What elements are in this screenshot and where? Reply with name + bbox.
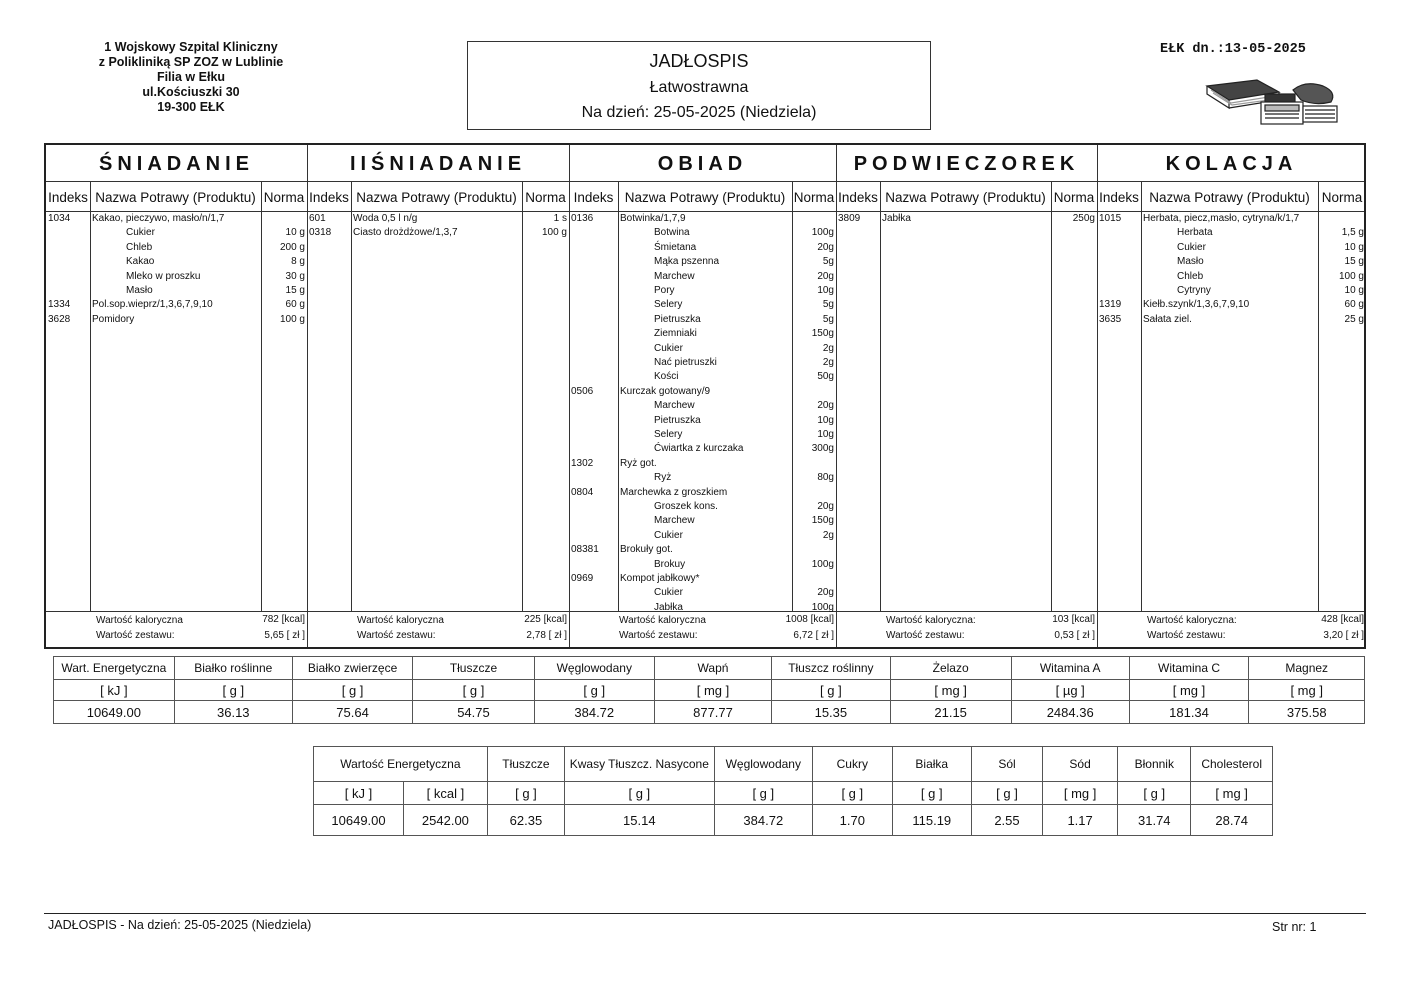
row-name: Pietruszka bbox=[654, 313, 701, 325]
row-index: 08381 bbox=[571, 544, 599, 556]
row-name: Cukier bbox=[654, 342, 683, 354]
row-index: 3628 bbox=[48, 313, 71, 325]
row-index: 3809 bbox=[838, 213, 861, 224]
norm-header: Norma bbox=[263, 190, 305, 205]
unit-cell: [ mg ] bbox=[1042, 782, 1117, 805]
value-cell: 115.19 bbox=[892, 805, 971, 836]
row-name: Brokuy bbox=[654, 558, 686, 570]
row-norm: 10g bbox=[817, 414, 834, 426]
row-name: Mleko w proszku bbox=[126, 270, 201, 282]
nutrient-header: Cholesterol bbox=[1191, 747, 1273, 782]
row-index: 0506 bbox=[571, 385, 594, 397]
row-name: Marchew bbox=[654, 400, 695, 412]
row-norm: 20g bbox=[817, 241, 834, 253]
row-norm: 100 g bbox=[279, 313, 305, 325]
row-name: Nać pietruszki bbox=[654, 357, 717, 368]
cost-label: Wartość zestawu: bbox=[96, 630, 175, 641]
index-header: Indeks bbox=[1099, 190, 1139, 205]
row-norm: 60 g bbox=[285, 299, 305, 311]
unit-cell: [ mg ] bbox=[1129, 680, 1249, 701]
row-norm: 10g bbox=[817, 429, 834, 440]
value-cell: 877.77 bbox=[654, 701, 771, 724]
unit-cell: [ g ] bbox=[534, 680, 654, 701]
row-name: Marchew bbox=[654, 270, 695, 282]
row-name: Pory bbox=[654, 285, 675, 296]
row-name: Kakao, pieczywo, masło/n/1,7 bbox=[92, 213, 225, 224]
nutrient-header: Żelazo bbox=[890, 657, 1011, 680]
nutrient-header: Witamina A bbox=[1011, 657, 1129, 680]
norm-header: Norma bbox=[793, 190, 835, 205]
row-name: Sałata ziel. bbox=[1143, 313, 1192, 325]
row-norm: 10 g bbox=[285, 227, 305, 239]
kcal-label: Wartość kaloryczna bbox=[357, 615, 444, 626]
meal-title: KOLACJA bbox=[1165, 153, 1298, 175]
row-norm: 10g bbox=[817, 285, 834, 296]
divider bbox=[569, 145, 570, 647]
row-norm: 20g bbox=[817, 587, 834, 599]
row-name: Jabłka bbox=[882, 213, 911, 224]
nutrition-table-2 bbox=[313, 746, 1273, 836]
row-name: Cukier bbox=[654, 529, 683, 541]
value-cell: 1.70 bbox=[813, 805, 892, 836]
nutrient-header: Kwasy Tłuszcz. Nasycone bbox=[565, 747, 714, 782]
nutrient-header: Sól bbox=[972, 747, 1043, 782]
row-name: Ryż got. bbox=[620, 457, 657, 469]
value-cell: 75.64 bbox=[292, 701, 412, 724]
value-cell: 36.13 bbox=[174, 701, 292, 724]
nutrient-header: Wart. Energetyczna bbox=[54, 657, 175, 680]
row-norm: 250g bbox=[1072, 213, 1095, 224]
hospital-line: z Polikliniką SP ZOZ w Lublinie bbox=[98, 55, 284, 69]
document-title: JADŁOSPIS bbox=[649, 51, 749, 71]
divider bbox=[880, 181, 881, 611]
nutrition-row bbox=[314, 782, 1273, 805]
row-index: 3635 bbox=[1099, 313, 1122, 325]
row-name: Marchew bbox=[654, 515, 695, 527]
unit-cell: [ µg ] bbox=[1011, 680, 1129, 701]
row-index: 0318 bbox=[309, 227, 332, 239]
unit-cell: [ g ] bbox=[972, 782, 1043, 805]
cost-value: 3,20 [ zł ] bbox=[1323, 630, 1364, 641]
value-cell: 21.15 bbox=[890, 701, 1011, 724]
norm-header: Norma bbox=[525, 190, 566, 205]
row-name: Cytryny bbox=[1177, 285, 1211, 296]
hospital-line: 19-300 EŁK bbox=[157, 100, 225, 114]
value-cell: 2484.36 bbox=[1011, 701, 1129, 724]
nutrition-table-1 bbox=[53, 656, 1365, 724]
row-index: 601 bbox=[309, 213, 326, 224]
row-name: Kości bbox=[654, 371, 679, 383]
page-number: Str nr: 1 bbox=[1272, 920, 1317, 934]
row-norm: 20g bbox=[817, 501, 834, 512]
norm-header: Norma bbox=[1321, 190, 1363, 205]
value-cell: 2.55 bbox=[972, 805, 1043, 836]
kcal-value: 225 [kcal] bbox=[524, 614, 567, 625]
nutrient-header: Sód bbox=[1042, 747, 1117, 782]
cost-value: 6,72 [ zł ] bbox=[793, 630, 834, 641]
value-cell: 28.74 bbox=[1191, 805, 1273, 836]
row-index: 1034 bbox=[48, 213, 71, 224]
row-norm: 100 g bbox=[541, 227, 567, 239]
unit-cell: [ g ] bbox=[714, 782, 813, 805]
unit-cell: [ g ] bbox=[772, 680, 890, 701]
index-header: Indeks bbox=[309, 190, 349, 205]
name-header: Nazwa Potrawy (Produktu) bbox=[95, 190, 256, 205]
nutrient-header: Białko roślinne bbox=[174, 657, 292, 680]
row-norm: 10 g bbox=[1344, 285, 1364, 296]
cost-value: 5,65 [ zł ] bbox=[264, 630, 305, 641]
nutrient-header: Wapń bbox=[654, 657, 771, 680]
unit-cell: [ kJ ] bbox=[314, 782, 404, 805]
row-norm: 2g bbox=[822, 342, 834, 354]
cost-label: Wartość zestawu: bbox=[619, 630, 698, 641]
row-norm: 25 g bbox=[1344, 313, 1364, 325]
book-and-computer-icon bbox=[1205, 72, 1345, 128]
unit-cell: [ kJ ] bbox=[54, 680, 175, 701]
row-name: Ryż bbox=[654, 472, 672, 484]
value-cell: 15.35 bbox=[772, 701, 890, 724]
index-header: Indeks bbox=[838, 190, 878, 205]
unit-cell: [ mg ] bbox=[890, 680, 1011, 701]
nutrient-header: Wartość Energetyczna bbox=[314, 747, 488, 782]
menu-table bbox=[44, 143, 1366, 649]
row-norm: 50g bbox=[817, 371, 834, 383]
divider bbox=[46, 611, 1364, 612]
value-cell: 375.58 bbox=[1249, 701, 1365, 724]
row-norm: 100 g bbox=[1338, 270, 1364, 282]
row-name: Pomidory bbox=[92, 313, 135, 325]
row-name: Marchewka z groszkiem bbox=[620, 486, 728, 498]
meal-title: IIŚNIADANIE bbox=[349, 153, 527, 175]
row-name: Selery bbox=[654, 429, 683, 440]
kcal-label: Wartość kaloryczna bbox=[619, 615, 706, 626]
row-norm: 80g bbox=[817, 472, 834, 484]
unit-cell: [ g ] bbox=[813, 782, 892, 805]
meal-title: OBIAD bbox=[657, 153, 748, 175]
nutrition-row bbox=[54, 701, 1365, 724]
row-name: Masło bbox=[1177, 256, 1204, 268]
footer-title: JADŁOSPIS - Na dzień: 25-05-2025 (Niedziela) bbox=[48, 918, 312, 932]
print-date: EŁK dn.:13-05-2025 bbox=[1160, 42, 1306, 57]
row-norm: 100g bbox=[811, 227, 834, 239]
row-norm: 15 g bbox=[285, 285, 305, 296]
kcal-value: 1008 [kcal] bbox=[785, 614, 834, 625]
value-cell: 1.17 bbox=[1042, 805, 1117, 836]
row-name: Kompot jabłkowy* bbox=[620, 573, 700, 584]
value-cell: 181.34 bbox=[1129, 701, 1249, 724]
row-norm: 5g bbox=[822, 299, 834, 311]
row-name: Woda 0,5 l n/g bbox=[353, 213, 418, 224]
divider bbox=[1051, 181, 1052, 611]
unit-cell: [ g ] bbox=[174, 680, 292, 701]
row-norm: 5g bbox=[822, 256, 834, 268]
kcal-value: 782 [kcal] bbox=[262, 614, 305, 625]
divider bbox=[836, 145, 837, 647]
unit-cell: [ mg ] bbox=[1249, 680, 1365, 701]
row-norm: 8 g bbox=[291, 256, 305, 268]
row-index: 1319 bbox=[1099, 299, 1122, 311]
row-name: Masło bbox=[126, 285, 153, 296]
hospital-line: Filia w Ełku bbox=[156, 70, 226, 84]
value-cell: 54.75 bbox=[413, 701, 534, 724]
cost-value: 0,53 [ zł ] bbox=[1054, 630, 1095, 641]
row-name: Pietruszka bbox=[654, 414, 701, 426]
nutrient-header: Tłuszcze bbox=[487, 747, 564, 782]
row-index: 0136 bbox=[571, 213, 594, 224]
kcal-label: Wartość kaloryczna: bbox=[1147, 615, 1237, 626]
nutrient-header: Białka bbox=[892, 747, 971, 782]
row-name: Jabłka bbox=[654, 601, 683, 613]
divider bbox=[1141, 181, 1142, 611]
name-header: Nazwa Potrawy (Produktu) bbox=[356, 190, 517, 205]
kcal-value: 428 [kcal] bbox=[1321, 614, 1364, 625]
nutrient-header: Tłuszcz roślinny bbox=[772, 657, 890, 680]
row-name: Groszek kons. bbox=[654, 501, 718, 512]
divider bbox=[307, 145, 308, 647]
nutrient-header: Witamina C bbox=[1129, 657, 1249, 680]
unit-cell: [ kcal ] bbox=[404, 782, 488, 805]
row-name: Cukier bbox=[654, 587, 683, 599]
name-header: Nazwa Potrawy (Produktu) bbox=[624, 190, 786, 205]
hospital-address bbox=[60, 40, 322, 115]
meal-title: ŚNIADANIE bbox=[98, 153, 254, 175]
row-index: 1015 bbox=[1099, 213, 1122, 224]
value-cell: 10649.00 bbox=[54, 701, 175, 724]
unit-cell: [ g ] bbox=[1118, 782, 1191, 805]
title-box bbox=[467, 41, 931, 130]
row-name: Selery bbox=[654, 299, 683, 311]
row-index: 0804 bbox=[571, 486, 594, 498]
row-name: Ziemniaki bbox=[654, 328, 697, 340]
cost-value: 2,78 [ zł ] bbox=[526, 630, 567, 641]
row-norm: 30 g bbox=[285, 270, 305, 282]
index-header: Indeks bbox=[48, 190, 88, 205]
row-name: Cukier bbox=[126, 227, 155, 239]
row-norm: 1,5 g bbox=[1341, 227, 1364, 239]
row-norm: 2g bbox=[822, 529, 834, 541]
row-norm: 10 g bbox=[1344, 241, 1364, 253]
name-header: Nazwa Potrawy (Produktu) bbox=[885, 190, 1046, 205]
kcal-label: Wartość kaloryczna bbox=[96, 615, 183, 626]
row-norm: 1 s bbox=[553, 213, 567, 224]
row-index: 1334 bbox=[48, 299, 71, 311]
norm-header: Norma bbox=[1053, 190, 1095, 205]
meal-title: PODWIECZOREK bbox=[853, 153, 1080, 175]
divider bbox=[522, 181, 523, 611]
row-norm: 5g bbox=[822, 313, 834, 325]
divider bbox=[1097, 145, 1098, 647]
row-norm: 150g bbox=[811, 328, 834, 340]
nutrient-header: Cukry bbox=[813, 747, 892, 782]
row-name: Kakao bbox=[126, 256, 155, 268]
cost-label: Wartość zestawu: bbox=[357, 630, 436, 641]
value-cell: 2542.00 bbox=[404, 805, 488, 836]
row-norm: 2g bbox=[822, 357, 834, 368]
row-norm: 15 g bbox=[1344, 256, 1364, 268]
row-name: Kiełb.szynk/1,3,6,7,9,10 bbox=[1143, 299, 1250, 311]
divider bbox=[46, 181, 1364, 182]
row-name: Chleb bbox=[126, 241, 153, 253]
kcal-value: 103 [kcal] bbox=[1052, 614, 1095, 625]
value-cell: 62.35 bbox=[487, 805, 564, 836]
nutrient-header: Błonnik bbox=[1118, 747, 1191, 782]
row-name: Botwinka/1,7,9 bbox=[620, 213, 686, 224]
unit-cell: [ g ] bbox=[892, 782, 971, 805]
nutrient-header: Białko zwierzęce bbox=[292, 657, 412, 680]
nutrient-header: Węglowodany bbox=[714, 747, 813, 782]
row-name: Chleb bbox=[1177, 270, 1204, 282]
unit-cell: [ mg ] bbox=[1191, 782, 1273, 805]
row-norm: 150g bbox=[811, 515, 834, 527]
row-name: Herbata, piecz,masło, cytryna/k/1,7 bbox=[1143, 213, 1300, 224]
menu-date: Na dzień: 25-05-2025 (Niedziela) bbox=[581, 104, 817, 121]
row-name: Brokuły got. bbox=[620, 544, 673, 556]
unit-cell: [ g ] bbox=[565, 782, 714, 805]
hospital-line: 1 Wojskowy Szpital Kliniczny bbox=[104, 40, 278, 54]
unit-cell: [ g ] bbox=[292, 680, 412, 701]
value-cell: 31.74 bbox=[1118, 805, 1191, 836]
row-norm: 20g bbox=[817, 270, 834, 282]
nutrition-row bbox=[54, 657, 1365, 680]
row-name: Mąka pszenna bbox=[654, 256, 720, 268]
unit-cell: [ g ] bbox=[413, 680, 534, 701]
row-name: Pol.sop.wieprz/1,3,6,7,9,10 bbox=[92, 299, 213, 311]
cost-label: Wartość zestawu: bbox=[886, 630, 965, 641]
row-index: 0969 bbox=[571, 573, 594, 584]
value-cell: 10649.00 bbox=[314, 805, 404, 836]
value-cell: 384.72 bbox=[714, 805, 813, 836]
row-name: Śmietana bbox=[654, 241, 697, 253]
row-name: Ćwiartka z kurczaka bbox=[654, 443, 744, 455]
divider bbox=[90, 181, 91, 611]
row-name: Herbata bbox=[1177, 227, 1213, 239]
row-norm: 20g bbox=[817, 400, 834, 412]
row-norm: 300g bbox=[811, 443, 834, 455]
hospital-line: ul.Kościuszki 30 bbox=[142, 85, 240, 99]
kcal-label: Wartość kaloryczna: bbox=[886, 615, 976, 626]
nutrient-header: Tłuszcze bbox=[413, 657, 534, 680]
nutrition-row bbox=[54, 680, 1365, 701]
value-cell: 15.14 bbox=[565, 805, 714, 836]
diet-name: Łatwostrawna bbox=[649, 79, 749, 96]
divider bbox=[618, 181, 619, 611]
row-name: Cukier bbox=[1177, 241, 1206, 253]
row-name: Kurczak gotowany/9 bbox=[620, 385, 711, 397]
name-header: Nazwa Potrawy (Produktu) bbox=[1149, 190, 1310, 205]
row-name: Botwina bbox=[654, 227, 690, 239]
cost-label: Wartość zestawu: bbox=[1147, 630, 1226, 641]
row-norm: 100g bbox=[811, 558, 834, 570]
footer-divider bbox=[44, 913, 1366, 914]
divider bbox=[351, 181, 352, 611]
row-norm: 200 g bbox=[279, 241, 305, 253]
unit-cell: [ mg ] bbox=[654, 680, 771, 701]
nutrition-row bbox=[314, 747, 1273, 782]
unit-cell: [ g ] bbox=[487, 782, 564, 805]
row-norm: 100g bbox=[811, 601, 834, 613]
row-norm: 60 g bbox=[1344, 299, 1364, 311]
nutrition-row bbox=[314, 805, 1273, 836]
divider bbox=[46, 211, 1364, 212]
nutrient-header: Węglowodany bbox=[534, 657, 654, 680]
row-name: Ciasto drożdżowe/1,3,7 bbox=[353, 227, 458, 239]
nutrient-header: Magnez bbox=[1249, 657, 1365, 680]
row-index: 1302 bbox=[571, 457, 594, 469]
value-cell: 384.72 bbox=[534, 701, 654, 724]
index-header: Indeks bbox=[573, 190, 614, 205]
